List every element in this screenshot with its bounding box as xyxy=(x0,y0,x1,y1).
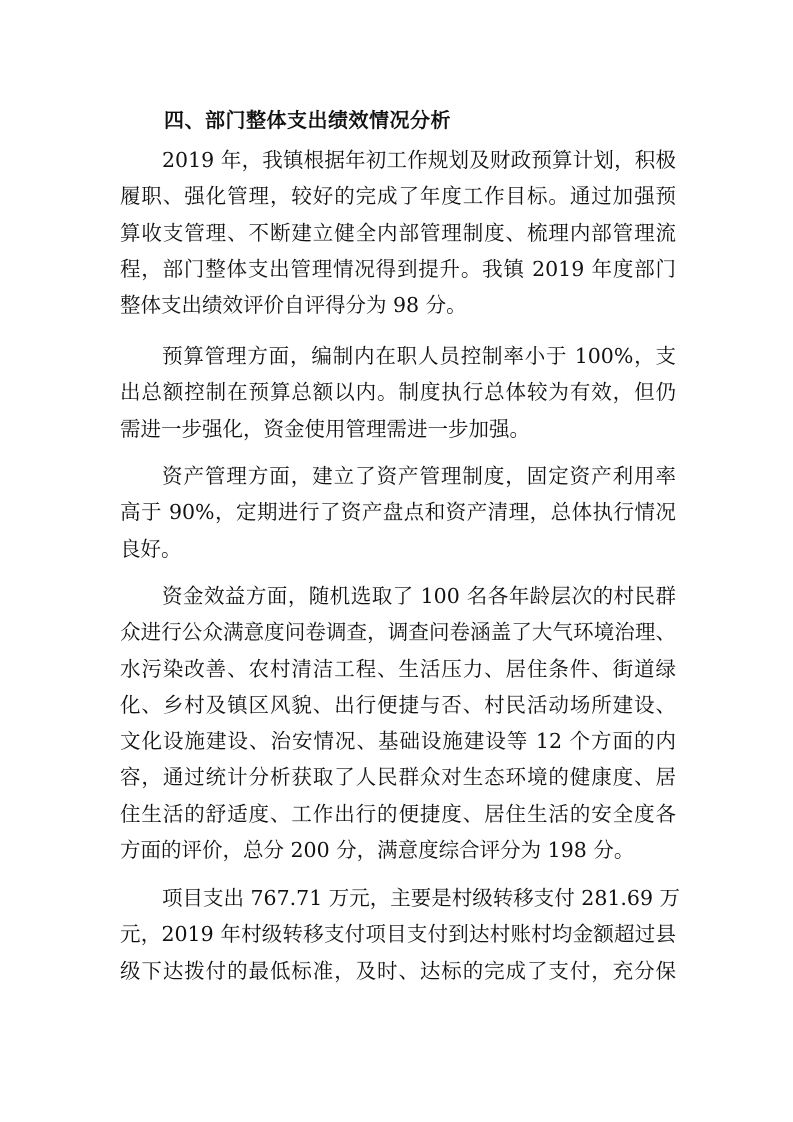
text-line: 化、乡村及镇区风貌、出行便捷与否、村民活动场所建设、 xyxy=(120,692,676,717)
text-line: 住生活的舒适度、工作出行的便捷度、居住生活的安全度各 xyxy=(120,801,676,826)
text-line: 级下达拨付的最低标准，及时、达标的完成了支付，充分保 xyxy=(120,958,676,983)
text-line: 高于 90%，定期进行了资产盘点和资产清理，总体执行情况 xyxy=(120,500,676,525)
text-line: 文化设施建设、治安情况、基础设施建设等 12 个方面的内 xyxy=(120,729,676,754)
text-line: 资金效益方面，随机选取了 100 名各年龄层次的村民群 xyxy=(162,584,676,608)
paragraph-budget-management xyxy=(120,338,676,447)
paragraph-asset-management xyxy=(120,458,676,567)
paragraph-project-expenditure xyxy=(120,880,681,989)
text-line: 程，部门整体支出管理情况得到提升。我镇 2019 年度部门 xyxy=(120,256,676,281)
text-line: 元，2019 年村级转移支付项目支付到达村账村均金额超过县 xyxy=(120,922,676,947)
section-heading: 四、部门整体支出绩效情况分析 xyxy=(164,108,451,132)
paragraph-overall-summary xyxy=(120,142,676,323)
text-line: 方面的评价，总分 200 分，满意度综合评分为 198 分。 xyxy=(120,838,635,863)
text-line: 整体支出绩效评价自评得分为 98 分。 xyxy=(120,293,467,318)
text-line: 算收支管理、不断建立健全内部管理制度、梳理内部管理流 xyxy=(120,220,676,245)
text-line: 出总额控制在预算总额以内。制度执行总体较为有效，但仍 xyxy=(120,380,676,405)
text-line: 资产管理方面，建立了资产管理制度，固定资产利用率 xyxy=(162,464,676,488)
text-line: 容，通过统计分析获取了人民群众对生态环境的健康度、居 xyxy=(120,765,676,790)
text-line: 需进一步强化，资金使用管理需进一步加强。 xyxy=(120,416,530,441)
text-line: 项目支出 767.71 万元，主要是村级转移支付 281.69 万 xyxy=(162,886,681,910)
paragraph-fund-effectiveness xyxy=(120,578,676,868)
text-line: 2019 年，我镇根据年初工作规划及财政预算计划，积极 xyxy=(162,148,676,172)
text-line: 预算管理方面，编制内在职人员控制率小于 100%，支 xyxy=(162,344,676,368)
text-line: 水污染改善、农村清洁工程、生活压力、居住条件、街道绿 xyxy=(120,656,676,681)
text-line: 履职、强化管理，较好的完成了年度工作目标。通过加强预 xyxy=(120,184,676,209)
text-line: 良好。 xyxy=(120,536,182,561)
text-line: 众进行公众满意度问卷调查，调查问卷涵盖了大气环境治理、 xyxy=(120,620,676,645)
